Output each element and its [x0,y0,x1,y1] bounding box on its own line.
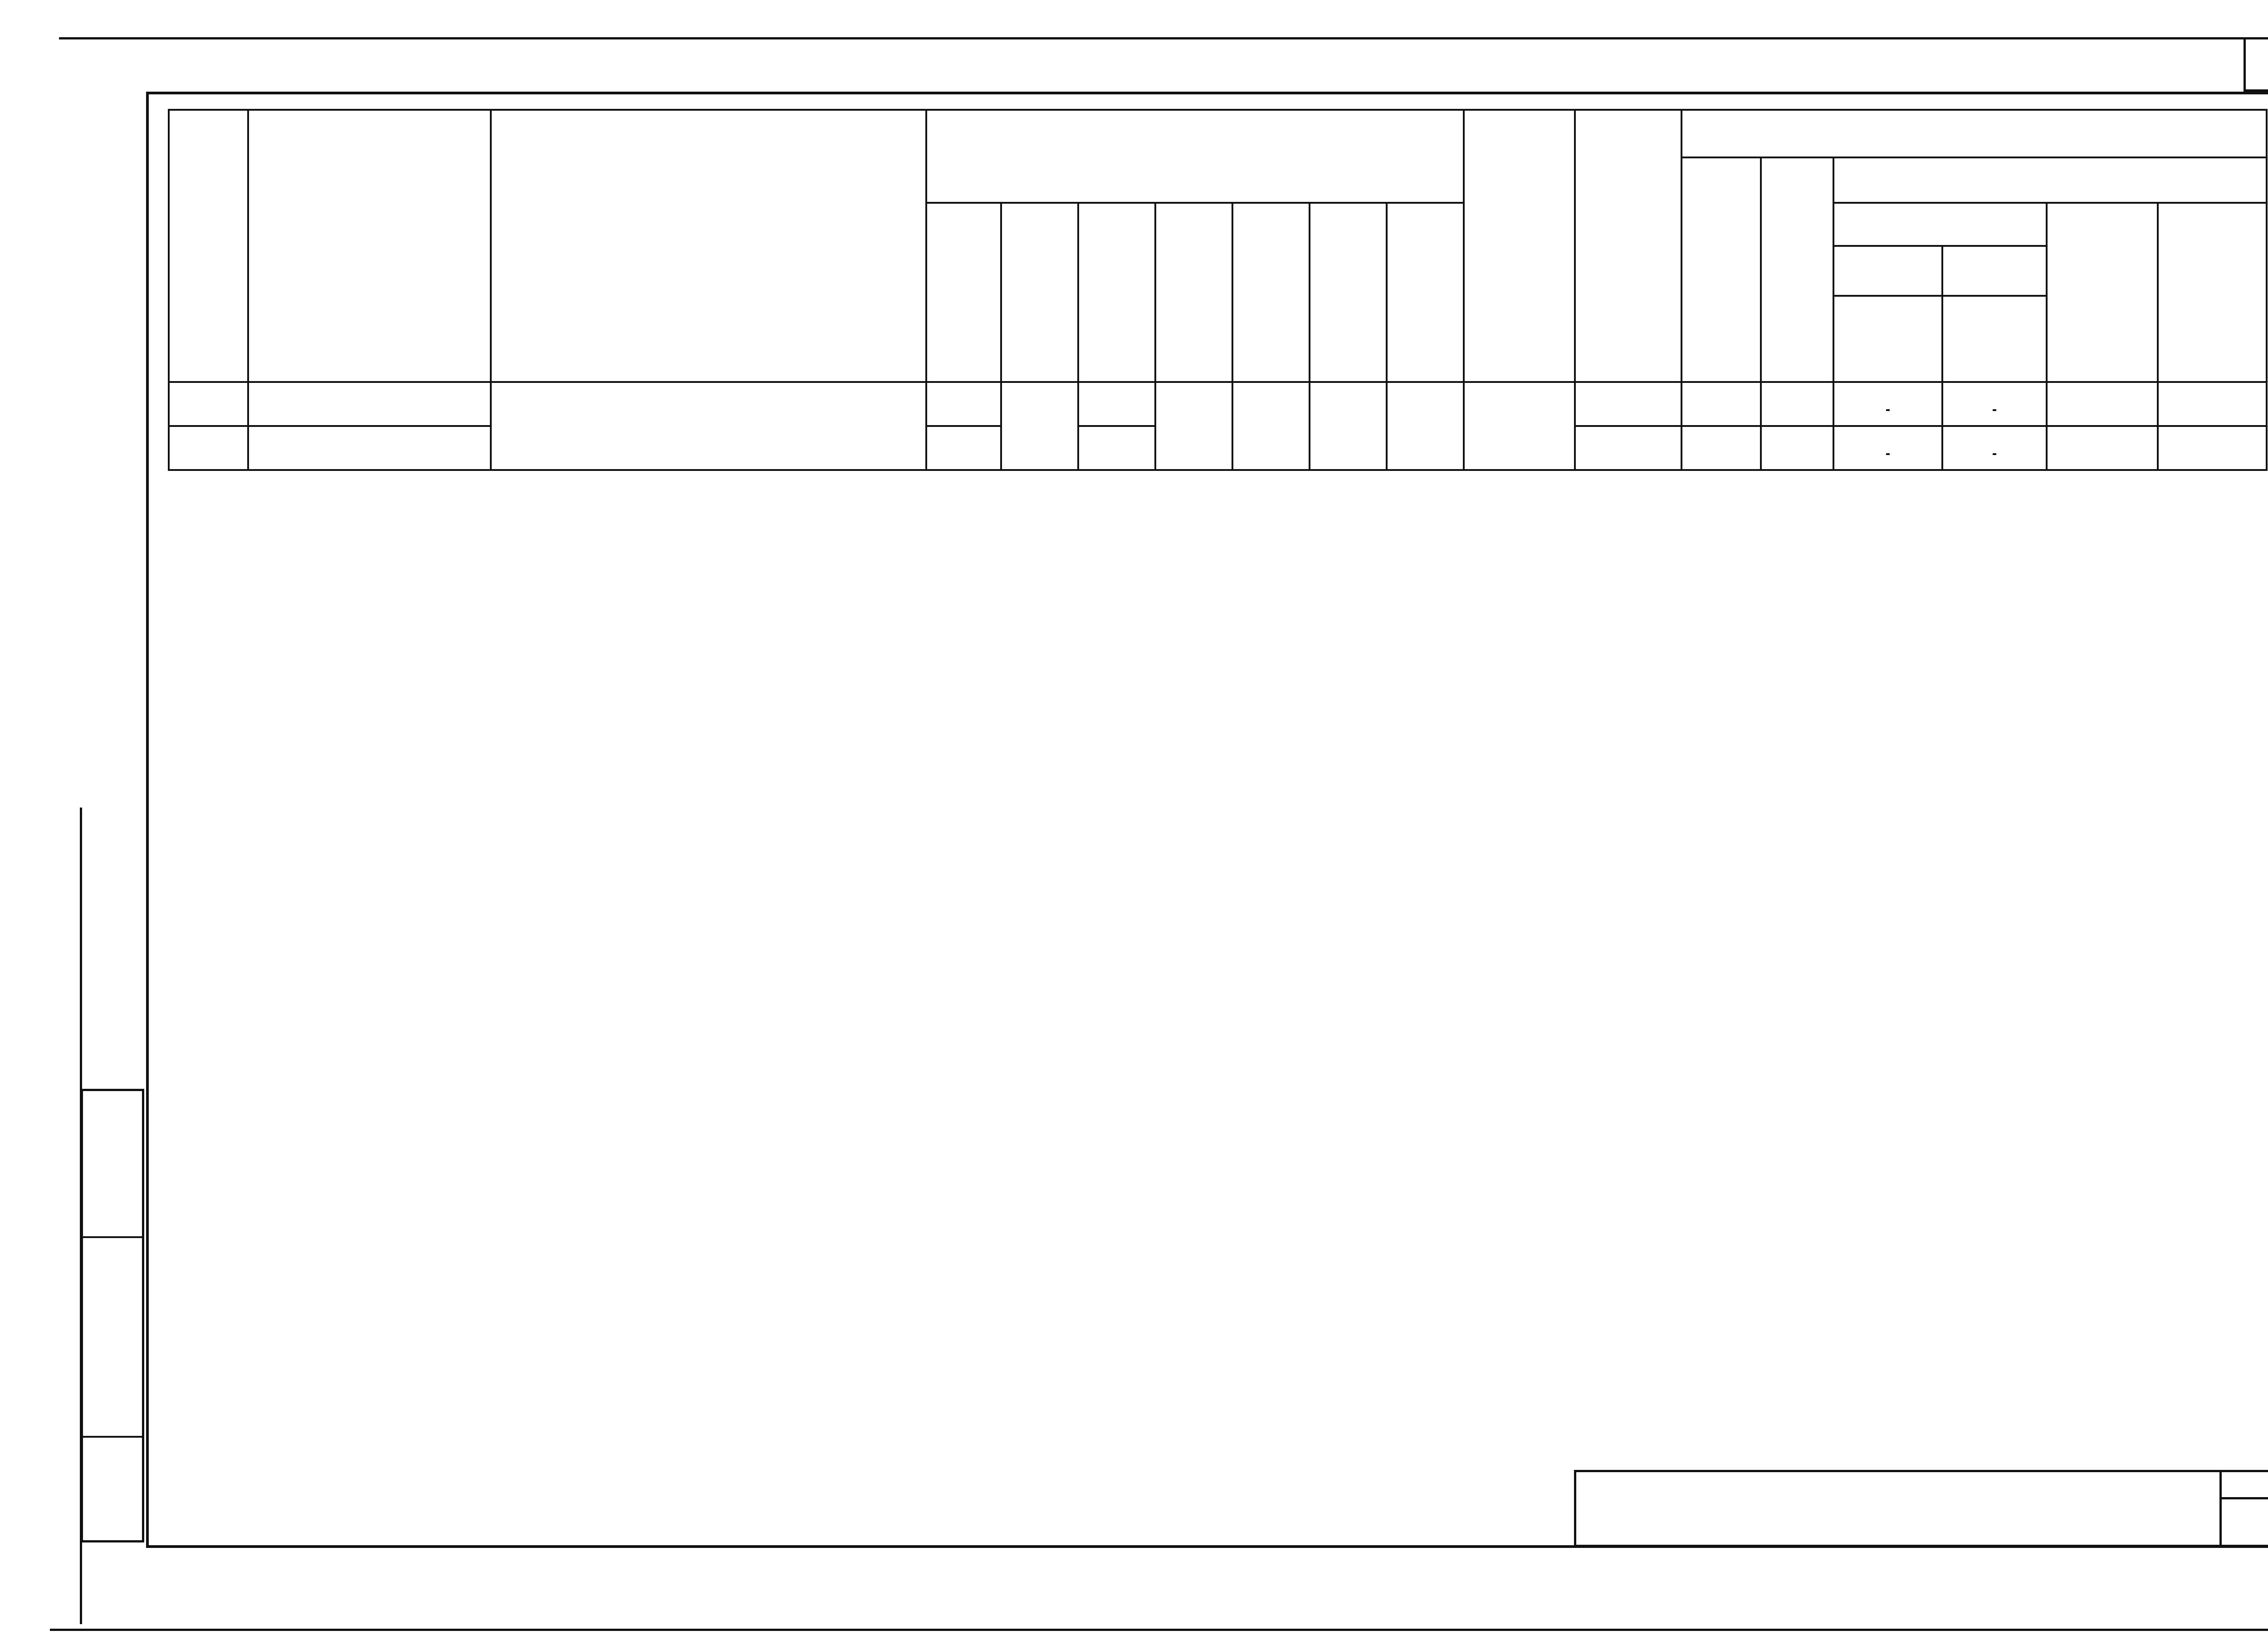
dim-H [1001,382,1078,470]
steel-natural [1833,426,1942,470]
spec-table [168,109,2268,471]
row-number [169,382,248,426]
mass [1575,426,1681,470]
steel-total [2158,426,2267,470]
header-dim-H [1001,203,1078,382]
steel-reduced [1942,382,2047,426]
side-stamp [81,1089,144,1542]
rolled-steel [2047,382,2158,426]
header-vsego [2158,203,2267,382]
header-marka-betona [1464,110,1575,382]
header-otdelochny [1761,157,1833,382]
concrete-volume [1681,426,1761,470]
nat-embedded [1886,455,1890,456]
header-nn [169,110,248,382]
header-dim-c [1310,203,1387,382]
concrete-volume [1681,382,1761,426]
header-armaturnaya [1833,203,2047,246]
header-dim-L [926,203,1001,382]
row-mark [248,426,491,470]
finishing-material [1761,426,1833,470]
header-rashod [1681,110,2267,157]
steel-natural [1833,382,1942,426]
row-number [169,426,248,470]
finishing-material [1761,382,1833,426]
sheet-number [2219,1499,2268,1547]
header-na-zakladn [1833,296,1942,382]
sheet-label [2219,1472,2268,1499]
dim-L [926,382,1001,426]
header-naturalnaya [1833,246,1942,296]
header-prokat [2047,203,2158,382]
spec-table-body [169,382,2267,470]
title-block [1574,1470,2268,1547]
dim-a [1155,382,1232,470]
header-vtch [1942,296,2047,382]
pr-embedded [1993,411,1996,412]
table-row [169,382,2267,426]
header-stal [1833,157,2267,203]
dim-c [1310,382,1387,470]
pr-embedded [1993,455,1996,456]
nat-embedded [1886,411,1890,412]
row-mark [248,382,491,426]
concrete-grade [1464,382,1575,470]
header-massa [1575,110,1681,382]
page-number [2244,37,2268,92]
header-dim-h [1232,203,1310,382]
dim-d [1387,382,1464,470]
header-privedenn [1942,246,2047,296]
dim-B [1078,382,1155,426]
dim-B [1078,426,1155,470]
header-dim-a [1155,203,1232,382]
dim-h [1232,382,1310,470]
header-dim-B [1078,203,1155,382]
header-marka [248,110,491,382]
header-beton [1681,157,1761,382]
header-razmery [926,110,1464,203]
mass [1575,382,1681,426]
rolled-steel [2047,426,2158,470]
header-eskiz [491,110,926,382]
steel-reduced [1942,426,2047,470]
steel-total [2158,382,2267,426]
sketch-cell [491,382,926,470]
dim-L [926,426,1001,470]
bottom-rule [50,1629,2268,1631]
top-rule [59,37,2245,39]
header-dim-d [1387,203,1464,382]
